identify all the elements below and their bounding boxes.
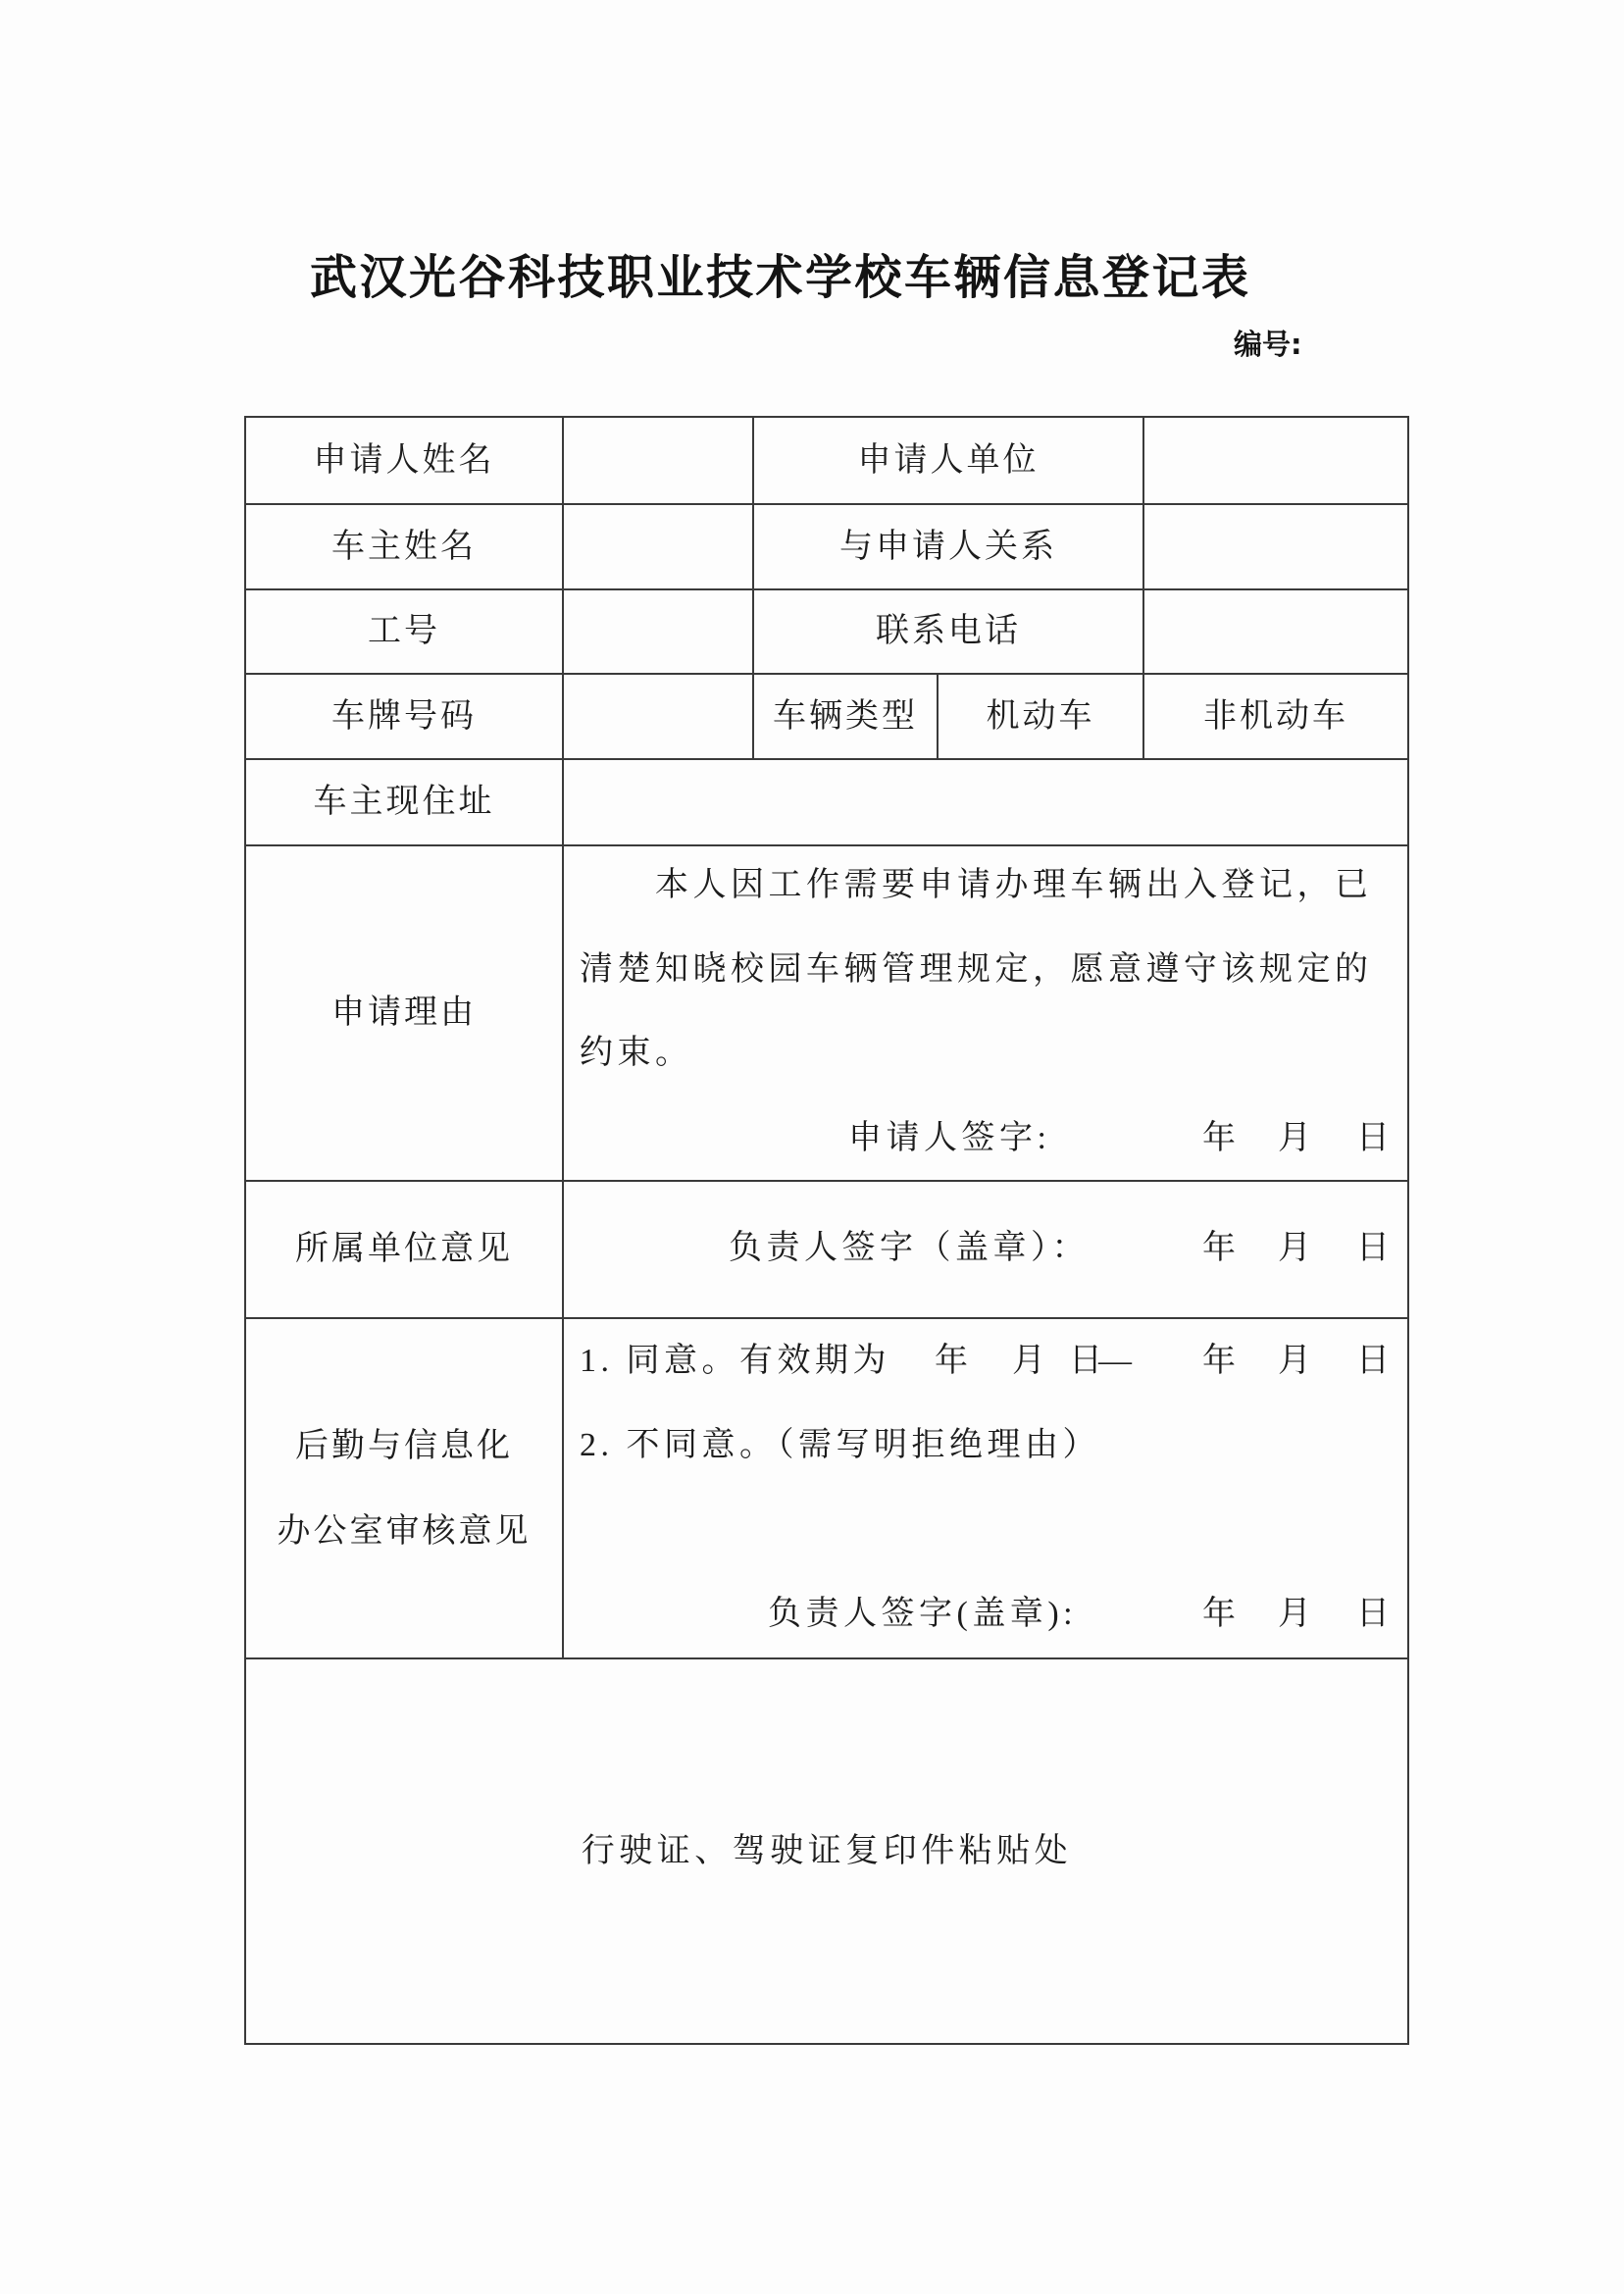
relation-value-cell: [1142, 503, 1409, 590]
form-title: 武汉光谷科技职业技术学校车辆信息登记表: [310, 250, 1251, 305]
serial-number-label: 编号:: [1234, 328, 1302, 361]
phone-label-cell: [752, 588, 1144, 675]
vehicle-type-motor-option: 机动车: [986, 697, 1095, 735]
owner-address-value-cell: [562, 758, 1409, 846]
reason-line-3: 约束。: [580, 1035, 693, 1071]
relation-label: 与申请人关系: [839, 528, 1057, 565]
valid-from-day: 日: [1069, 1343, 1102, 1379]
unit-date-year: 年: [1202, 1230, 1236, 1266]
logistics-date-year: 年: [1202, 1596, 1236, 1632]
reason-line-2: 清楚知晓校园车辆管理规定，愿意遵守该规定的: [580, 951, 1373, 988]
reason-label-cell: [244, 844, 564, 1182]
employee-id-value-cell: [562, 588, 754, 675]
phone-value-cell: [1142, 588, 1409, 675]
owner-address-label: 车主现住址: [313, 784, 495, 820]
owner-name-value-cell: [562, 503, 754, 590]
phone-label: 联系电话: [876, 613, 1021, 649]
owner-name-label: 车主姓名: [331, 528, 477, 565]
applicant-unit-label: 申请人单位: [857, 441, 1040, 479]
unit-opinion-label-cell: [244, 1180, 564, 1319]
applicant-signature-label: 申请人签字:: [848, 1120, 1051, 1156]
valid-to-year: 年: [1202, 1343, 1236, 1379]
unit-opinion-label: 所属单位意见: [295, 1231, 513, 1267]
owner-name-label-cell: [244, 503, 564, 590]
logistics-date-month: 月: [1278, 1596, 1311, 1632]
unit-date-day: 日: [1356, 1230, 1390, 1266]
vehicle-type-motor-cell: [937, 673, 1144, 760]
unit-opinion-content-cell: [562, 1180, 1409, 1319]
applicant-date-year: 年: [1202, 1120, 1236, 1156]
valid-from-year: 年: [935, 1343, 968, 1379]
applicant-date-day: 日: [1356, 1120, 1390, 1156]
valid-range-separator: —: [1098, 1343, 1132, 1379]
approve-option: 1. 同意。有效期为: [580, 1343, 890, 1379]
reason-content-cell: [562, 844, 1409, 1182]
relation-label-cell: [752, 503, 1144, 590]
applicant-unit-label-cell: [752, 416, 1144, 505]
reason-line-1: 本人因工作需要申请办理车辆出入登记，已: [655, 867, 1373, 903]
reason-label: 申请理由: [331, 994, 477, 1031]
unit-date-month: 月: [1278, 1230, 1311, 1266]
plate-number-value-cell: [562, 673, 754, 760]
logistics-date-day: 日: [1356, 1596, 1390, 1632]
valid-to-month: 月: [1278, 1343, 1311, 1379]
plate-number-label-cell: [244, 673, 564, 760]
applicant-date-month: 月: [1278, 1120, 1311, 1156]
logistics-opinion-content-cell: [562, 1317, 1409, 1659]
attachment-area-label: 行驶证、驾驶证复印件粘贴处: [581, 1832, 1073, 1869]
reject-option: 2. 不同意。（需写明拒绝理由）: [580, 1427, 1100, 1463]
logistics-opinion-label-line-1: 后勤与信息化: [295, 1427, 513, 1464]
logistics-opinion-label-cell: [244, 1317, 564, 1659]
employee-id-label: 工号: [368, 613, 440, 649]
vehicle-type-label: 车辆类型: [773, 697, 918, 735]
applicant-name-value-cell: [562, 416, 754, 505]
valid-to-day: 日: [1356, 1343, 1390, 1379]
logistics-opinion-label-line-2: 办公室审核意见: [277, 1512, 532, 1550]
applicant-name-label: 申请人姓名: [313, 441, 495, 479]
logistics-signature-label: 负责人签字(盖章):: [768, 1596, 1078, 1632]
applicant-name-label-cell: [244, 416, 564, 505]
valid-from-month: 月: [1012, 1343, 1045, 1379]
plate-number-label: 车牌号码: [331, 697, 477, 735]
owner-address-label-cell: [244, 758, 564, 846]
vehicle-type-nonmotor-cell: [1142, 673, 1409, 760]
vehicle-type-label-cell: [752, 673, 939, 760]
vehicle-type-nonmotor-option: 非机动车: [1203, 697, 1348, 735]
employee-id-label-cell: [244, 588, 564, 675]
attachment-area-cell: [244, 1657, 1409, 2045]
applicant-unit-value-cell: [1142, 416, 1409, 505]
unit-signature-label: 负责人签字（盖章）：: [729, 1230, 1090, 1266]
